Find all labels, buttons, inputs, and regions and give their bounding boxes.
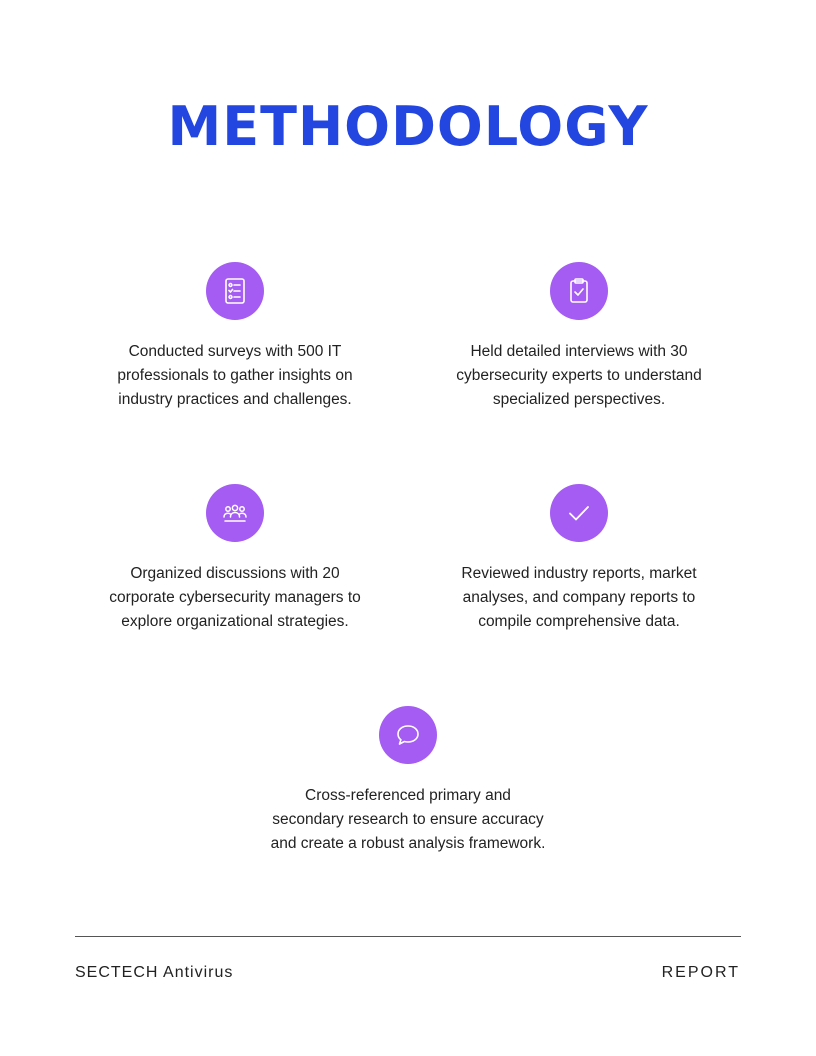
item-description: Conducted surveys with 500 IT professionals to gather insights on industry practices and challenges. (117, 343, 353, 408)
speech-bubble-icon (379, 706, 437, 764)
footer-divider (75, 936, 741, 937)
item-description: Held detailed interviews with 30 cybersecurity experts to understand specialized perspectives. (456, 343, 702, 408)
methodology-item-reports (429, 484, 729, 634)
item-description: Reviewed industry reports, market analyses, and company reports to compile comprehensive data. (461, 565, 697, 630)
methodology-item-cross-reference (258, 706, 558, 856)
footer-label: REPORT (661, 964, 740, 981)
page-title: METHODOLOGY (167, 95, 649, 158)
item-description: Organized discussions with 20 corporate cybersecurity managers to explore organizational strategies. (109, 565, 361, 630)
methodology-item-surveys (85, 262, 385, 412)
methodology-item-discussions (85, 484, 385, 634)
item-description: Cross-referenced primary and secondary research to ensure accuracy and create a robust analysis framework. (270, 787, 546, 852)
survey-checklist-icon (206, 262, 264, 320)
group-people-icon (206, 484, 264, 542)
clipboard-check-icon (550, 262, 608, 320)
checkmark-icon (550, 484, 608, 542)
footer-brand: SECTECH Antivirus (75, 964, 234, 981)
methodology-item-interviews (429, 262, 729, 412)
